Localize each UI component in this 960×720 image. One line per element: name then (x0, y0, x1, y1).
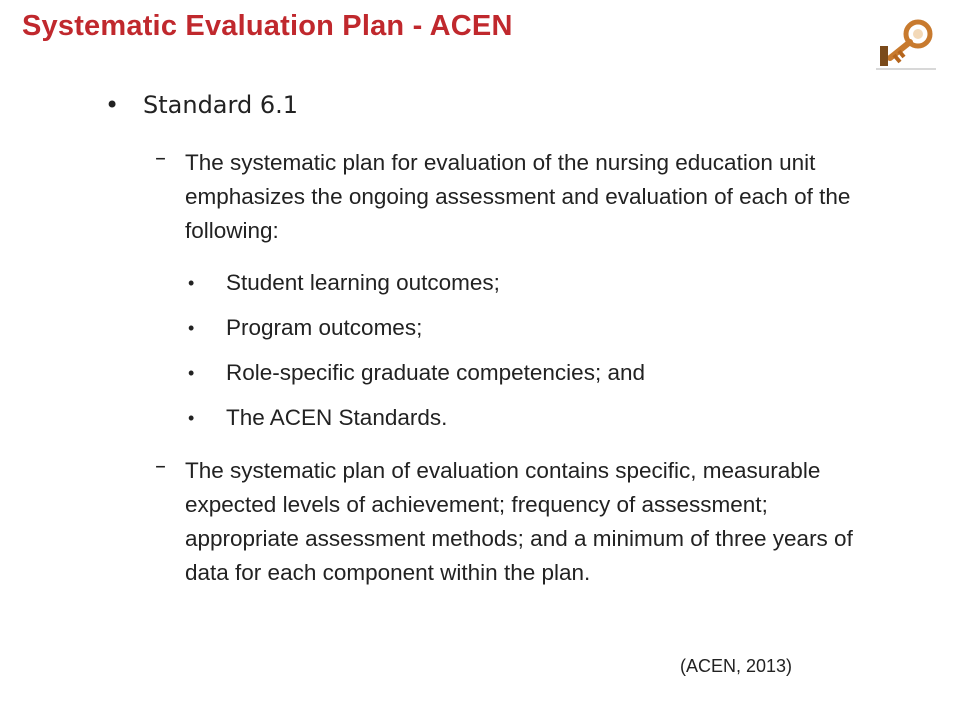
bullet-icon: • (188, 318, 195, 338)
key-icon (876, 18, 936, 70)
bullet-icon: • (188, 363, 195, 383)
sub-item-label: Program outcomes; (226, 315, 423, 340)
slide-title: Systematic Evaluation Plan - ACEN (22, 10, 513, 42)
citation: (ACEN, 2013) (680, 656, 793, 676)
sub-item-label: Role-specific graduate competencies; and (226, 360, 645, 385)
sub-item-label: The ACEN Standards. (226, 405, 448, 430)
list-item-text: The systematic plan for evaluation of the nursing education unit emphasizes the ongoing assessment and evaluation of each of the following: (185, 150, 851, 243)
bullet-icon: • (188, 408, 195, 428)
dash-icon: – (155, 146, 166, 171)
standard-label: Standard 6.1 (143, 91, 298, 119)
bullet-icon: • (105, 91, 120, 119)
dash-icon: – (155, 454, 166, 479)
bullet-icon: • (188, 273, 195, 293)
list-item-text: The systematic plan of evaluation contains specific, measurable expected levels of achievement; frequency of assessment; appropriate assessment methods; and a minimum of three years of data for each component within the plan. (185, 458, 853, 585)
sub-item-label: Student learning outcomes; (226, 270, 500, 295)
